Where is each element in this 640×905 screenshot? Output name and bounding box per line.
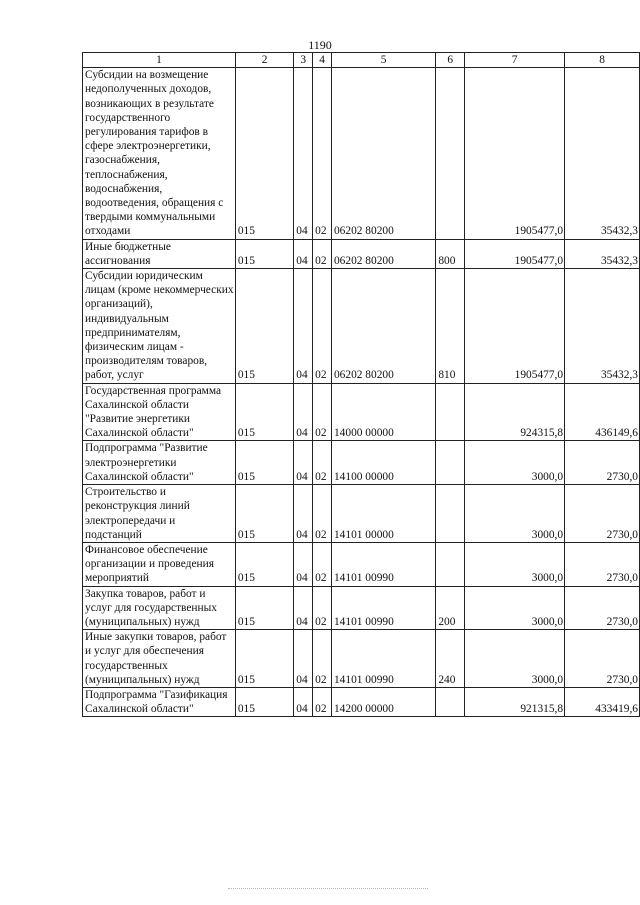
amount-col8-cell: 2730,0: [565, 485, 640, 543]
table-row: [83, 269, 640, 384]
amount-col8-cell: 2730,0: [565, 586, 640, 630]
row-name-cell: Иные закупки товаров, работ и услуг для обеспечения государственных (муниципальных) нужд: [83, 630, 236, 688]
subsection-code-cell: 02: [313, 687, 332, 716]
header-cell: 7: [465, 53, 565, 68]
amount-col7-cell: 921315,8: [465, 687, 565, 716]
subsection-code-cell: 02: [313, 485, 332, 543]
scan-artifact: [228, 884, 428, 889]
row-name-cell: Подпрограмма "Развитие электроэнергетики Сахалинской области": [83, 441, 236, 485]
target-article-cell: 06202 80200: [331, 239, 435, 268]
amount-col7-cell: 924315,8: [465, 383, 565, 441]
admin-code-cell: 015: [235, 441, 293, 485]
row-name-cell: Субсидии на возмещение недополученных доходов, возникающих в результате государственного регулирования тарифов в сфере электроэнергетики, газоснабжения, теплоснабжения, водоснабжения, водоотведения, обращения с твердыми коммунальными отходами: [83, 68, 236, 239]
admin-code-cell: 015: [235, 68, 293, 239]
header-cell: 1: [83, 53, 236, 68]
header-cell: 3: [294, 53, 313, 68]
admin-code-cell: 015: [235, 269, 293, 384]
table-row: [83, 542, 640, 586]
table-row: [83, 687, 640, 716]
amount-col8-cell: 35432,3: [565, 68, 640, 239]
target-article-cell: 06202 80200: [331, 68, 435, 239]
amount-col7-cell: 3000,0: [465, 441, 565, 485]
admin-code-cell: 015: [235, 586, 293, 630]
amount-col7-cell: 3000,0: [465, 542, 565, 586]
subsection-code-cell: 02: [313, 586, 332, 630]
header-cell: 8: [565, 53, 640, 68]
amount-col7-cell: 1905477,0: [465, 269, 565, 384]
admin-code-cell: 015: [235, 687, 293, 716]
expense-type-cell: [436, 485, 465, 543]
table-row: [83, 630, 640, 688]
subsection-code-cell: 02: [313, 441, 332, 485]
expense-type-cell: [436, 687, 465, 716]
table-row: [83, 383, 640, 441]
target-article-cell: 14101 00000: [331, 485, 435, 543]
expense-type-cell: 810: [436, 269, 465, 384]
amount-col8-cell: 2730,0: [565, 630, 640, 688]
target-article-cell: 14101 00990: [331, 542, 435, 586]
section-code-cell: 04: [294, 542, 313, 586]
admin-code-cell: 015: [235, 383, 293, 441]
section-code-cell: 04: [294, 630, 313, 688]
table-row: [83, 68, 640, 239]
expense-type-cell: 240: [436, 630, 465, 688]
header-cell: 5: [331, 53, 435, 68]
subsection-code-cell: 02: [313, 630, 332, 688]
section-code-cell: 04: [294, 269, 313, 384]
target-article-cell: 06202 80200: [331, 269, 435, 384]
table-header-row: [83, 53, 640, 68]
target-article-cell: 14000 00000: [331, 383, 435, 441]
expense-type-cell: 200: [436, 586, 465, 630]
row-name-cell: Строительство и реконструкция линий электропередачи и подстанций: [83, 485, 236, 543]
row-name-cell: Государственная программа Сахалинской области "Развитие энергетики Сахалинской области": [83, 383, 236, 441]
table-row: [83, 485, 640, 543]
admin-code-cell: 015: [235, 239, 293, 268]
amount-col8-cell: 2730,0: [565, 441, 640, 485]
admin-code-cell: 015: [235, 485, 293, 543]
amount-col8-cell: 433419,6: [565, 687, 640, 716]
target-article-cell: 14100 00000: [331, 441, 435, 485]
admin-code-cell: 015: [235, 630, 293, 688]
amount-col7-cell: 1905477,0: [465, 68, 565, 239]
section-code-cell: 04: [294, 485, 313, 543]
header-cell: 2: [235, 53, 293, 68]
amount-col8-cell: 35432,3: [565, 269, 640, 384]
row-name-cell: Субсидии юридическим лицам (кроме некоммерческих организаций), индивидуальным предпринимателям, физическим лицам - производителям товаров, работ, услуг: [83, 269, 236, 384]
table-row: [83, 586, 640, 630]
amount-col7-cell: 3000,0: [465, 586, 565, 630]
row-name-cell: Закупка товаров, работ и услуг для государственных (муниципальных) нужд: [83, 586, 236, 630]
budget-table: [82, 52, 640, 717]
amount-col7-cell: 1905477,0: [465, 239, 565, 268]
table-row: [83, 441, 640, 485]
amount-col7-cell: 3000,0: [465, 485, 565, 543]
target-article-cell: 14200 00000: [331, 687, 435, 716]
section-code-cell: 04: [294, 441, 313, 485]
section-code-cell: 04: [294, 68, 313, 239]
header-cell: 6: [436, 53, 465, 68]
admin-code-cell: 015: [235, 542, 293, 586]
section-code-cell: 04: [294, 239, 313, 268]
section-code-cell: 04: [294, 687, 313, 716]
subsection-code-cell: 02: [313, 68, 332, 239]
amount-col8-cell: 2730,0: [565, 542, 640, 586]
amount-col8-cell: 35432,3: [565, 239, 640, 268]
target-article-cell: 14101 00990: [331, 586, 435, 630]
row-name-cell: Подпрограмма "Газификация Сахалинской области": [83, 687, 236, 716]
subsection-code-cell: 02: [313, 542, 332, 586]
section-code-cell: 04: [294, 586, 313, 630]
amount-col8-cell: 436149,6: [565, 383, 640, 441]
expense-type-cell: [436, 68, 465, 239]
subsection-code-cell: 02: [313, 239, 332, 268]
expense-type-cell: [436, 383, 465, 441]
expense-type-cell: [436, 441, 465, 485]
row-name-cell: Финансовое обеспечение организации и проведения мероприятий: [83, 542, 236, 586]
subsection-code-cell: 02: [313, 383, 332, 441]
subsection-code-cell: 02: [313, 269, 332, 384]
row-name-cell: Иные бюджетные ассигнования: [83, 239, 236, 268]
page-number: 1190: [308, 38, 332, 52]
expense-type-cell: 800: [436, 239, 465, 268]
expense-type-cell: [436, 542, 465, 586]
header-cell: 4: [313, 53, 332, 68]
table-row: [83, 239, 640, 268]
amount-col7-cell: 3000,0: [465, 630, 565, 688]
target-article-cell: 14101 00990: [331, 630, 435, 688]
section-code-cell: 04: [294, 383, 313, 441]
